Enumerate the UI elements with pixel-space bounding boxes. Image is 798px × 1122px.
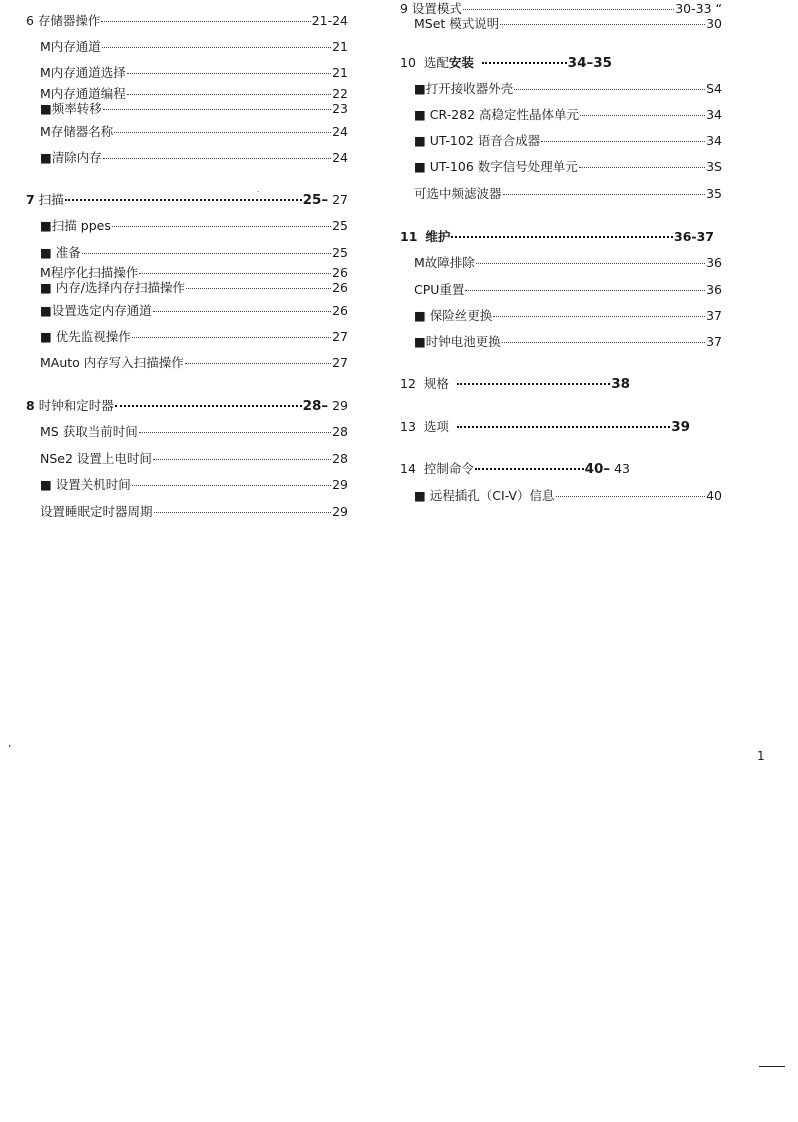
toc-title: M内存通道 xyxy=(40,39,101,54)
toc-item[interactable] xyxy=(40,218,348,234)
toc-item[interactable] xyxy=(40,124,348,140)
toc-title: ■ 优先监视操作 xyxy=(40,329,131,344)
toc-section-number: 12 xyxy=(400,376,416,391)
toc-item[interactable] xyxy=(414,255,722,271)
toc-section-13[interactable] xyxy=(400,419,690,435)
toc-pages: 25– xyxy=(302,192,329,208)
toc-section-14[interactable] xyxy=(400,461,630,477)
toc-pages: 38 xyxy=(611,376,630,392)
toc-item[interactable] xyxy=(40,245,348,261)
toc-pages-end: 29 xyxy=(332,398,348,413)
toc-section-number: 11 xyxy=(400,229,418,244)
toc-pages: 28– xyxy=(302,398,329,414)
toc-title: CPU重置 xyxy=(414,282,465,297)
toc-pages: 36 xyxy=(706,282,722,297)
toc-pages: 40– xyxy=(584,461,611,477)
toc-pages: 25 xyxy=(332,245,348,260)
toc-pages: S4 xyxy=(706,81,722,96)
toc-pages: 3S xyxy=(706,159,722,174)
toc-pages: 34–35 xyxy=(567,55,612,71)
toc-item[interactable] xyxy=(414,488,722,504)
toc-pages: 21 xyxy=(332,39,348,54)
toc-item[interactable] xyxy=(414,133,722,149)
toc-title: NSe2 设置上电时间 xyxy=(40,451,152,466)
toc-item[interactable] xyxy=(40,65,348,81)
toc-pages: 21 xyxy=(332,65,348,80)
toc-section-7[interactable] xyxy=(26,192,348,208)
toc-item[interactable] xyxy=(40,303,348,319)
toc-item[interactable] xyxy=(40,329,348,345)
toc-pages: 26 xyxy=(332,303,348,318)
toc-title: M故障排除 xyxy=(414,255,475,270)
toc-item[interactable] xyxy=(414,334,722,350)
toc-section-number: 7 xyxy=(26,192,35,207)
toc-title: M程序化扫描操作 xyxy=(40,265,139,280)
toc-title: M内存通道选择 xyxy=(40,65,126,80)
toc-section-8[interactable] xyxy=(26,398,348,414)
toc-pages: 22 xyxy=(332,86,348,101)
toc-title: ■清除内存 xyxy=(40,150,102,165)
toc-pages-end: 27 xyxy=(332,192,348,207)
stray-mark: ’ xyxy=(8,744,12,755)
toc-section-number: 13 xyxy=(400,419,416,434)
toc-item[interactable] xyxy=(40,504,348,520)
toc-title: ■ 设置关机时间 xyxy=(40,477,131,492)
toc-pages: 28 xyxy=(332,424,348,439)
toc-item[interactable] xyxy=(414,107,722,123)
toc-item[interactable] xyxy=(414,159,722,175)
toc-pages: 29 xyxy=(332,477,348,492)
toc-pages-end: 43 xyxy=(614,461,630,476)
toc-pages: 26 xyxy=(332,265,348,280)
toc-item[interactable] xyxy=(40,355,348,371)
toc-pages: 35 xyxy=(706,186,722,201)
toc-pages: 30 xyxy=(706,16,722,31)
toc-title: ■ CR-282 高稳定性晶体单元 xyxy=(414,107,580,122)
toc-pages: 36-37 xyxy=(674,229,714,244)
toc-title: 规格 xyxy=(423,376,449,391)
toc-title: 选配 xyxy=(423,55,449,70)
toc-title: ■ 准备 xyxy=(40,245,81,260)
toc-pages: 36 xyxy=(706,255,722,270)
toc-section-12[interactable] xyxy=(400,376,630,392)
toc-section-number: 8 xyxy=(26,398,35,413)
toc-item[interactable] xyxy=(40,451,348,467)
toc-title-bold: 安装 xyxy=(448,55,474,70)
toc-pages: 25 xyxy=(332,218,348,233)
toc-pages: 24 xyxy=(332,150,348,165)
toc-title: 维护 xyxy=(425,229,451,244)
toc-title: ■时钟电池更换 xyxy=(414,334,501,349)
toc-item[interactable] xyxy=(40,101,348,117)
toc-item[interactable] xyxy=(40,477,348,493)
toc-item[interactable] xyxy=(414,186,722,202)
footer-rule xyxy=(759,1066,785,1067)
toc-item[interactable] xyxy=(414,308,722,324)
toc-pages: 37 xyxy=(706,308,722,323)
toc-title: 可选中频滤波器 xyxy=(414,186,502,201)
toc-item[interactable] xyxy=(40,280,348,296)
toc-title: ■ UT-102 语音合成器 xyxy=(414,133,541,148)
toc-title: ■ 保险丝更换 xyxy=(414,308,493,323)
toc-title: MSet 模式说明 xyxy=(414,16,500,31)
toc-title: M内存通道编程 xyxy=(40,86,126,101)
toc-title: M存储器名称 xyxy=(40,124,114,139)
toc-pages: 27 xyxy=(332,355,348,370)
toc-pages: 34 xyxy=(706,133,722,148)
toc-pages: 26 xyxy=(332,280,348,295)
toc-pages: 24 xyxy=(332,124,348,139)
toc-title: ■ 内存/选择内存扫描操作 xyxy=(40,280,185,295)
toc-pages: 23 xyxy=(332,101,348,116)
toc-pages: 27 xyxy=(332,329,348,344)
toc-section-9[interactable] xyxy=(400,1,722,17)
toc-title: 6 存储器操作 xyxy=(26,13,101,28)
toc-title: MS 获取当前时间 xyxy=(40,424,138,439)
toc-title: 选项 xyxy=(423,419,449,434)
toc-title: 扫描 xyxy=(38,192,64,207)
toc-title: ■ 远程插孔（CI-V）信息 xyxy=(414,488,555,503)
toc-pages: 34 xyxy=(706,107,722,122)
toc-title: ■频率转移 xyxy=(40,101,102,116)
toc-pages: 39 xyxy=(671,419,690,435)
toc-section-number: 14 xyxy=(400,461,416,476)
toc-title: ■设置选定内存通道 xyxy=(40,303,152,318)
toc-section-11[interactable] xyxy=(400,229,714,245)
toc-title: ■ UT-106 数字信号处理单元 xyxy=(414,159,578,174)
toc-item[interactable] xyxy=(40,424,348,440)
toc-title: MAuto 内存写入扫描操作 xyxy=(40,355,184,370)
toc-item[interactable] xyxy=(40,86,348,102)
toc-section-10[interactable] xyxy=(400,55,612,71)
toc-section-number: 10 xyxy=(400,55,416,70)
toc-title: 9 设置模式 xyxy=(400,1,462,16)
toc-item[interactable] xyxy=(40,265,348,281)
toc-title: 时钟和定时器 xyxy=(38,398,114,413)
toc-title: ■打开接收器外壳 xyxy=(414,81,514,96)
toc-pages: 30-33 “ xyxy=(675,1,722,16)
toc-title: ■扫描 ppes xyxy=(40,218,111,233)
toc-item[interactable] xyxy=(414,16,722,32)
stray-dot: . xyxy=(257,186,260,194)
toc-item[interactable] xyxy=(414,81,722,97)
toc-pages: 29 xyxy=(332,504,348,519)
toc-pages: 37 xyxy=(706,334,722,349)
toc-item[interactable] xyxy=(40,150,348,166)
toc-title: 设置睡眠定时器周期 xyxy=(40,504,153,519)
page-number: 1 xyxy=(757,749,765,763)
toc-section-6[interactable] xyxy=(26,13,348,29)
toc-pages: 28 xyxy=(332,451,348,466)
toc-title: 控制命令 xyxy=(423,461,474,476)
toc-pages: 40 xyxy=(706,488,722,503)
toc-item[interactable] xyxy=(414,282,722,298)
toc-item[interactable] xyxy=(40,39,348,55)
toc-pages: 21-24 xyxy=(311,13,348,28)
